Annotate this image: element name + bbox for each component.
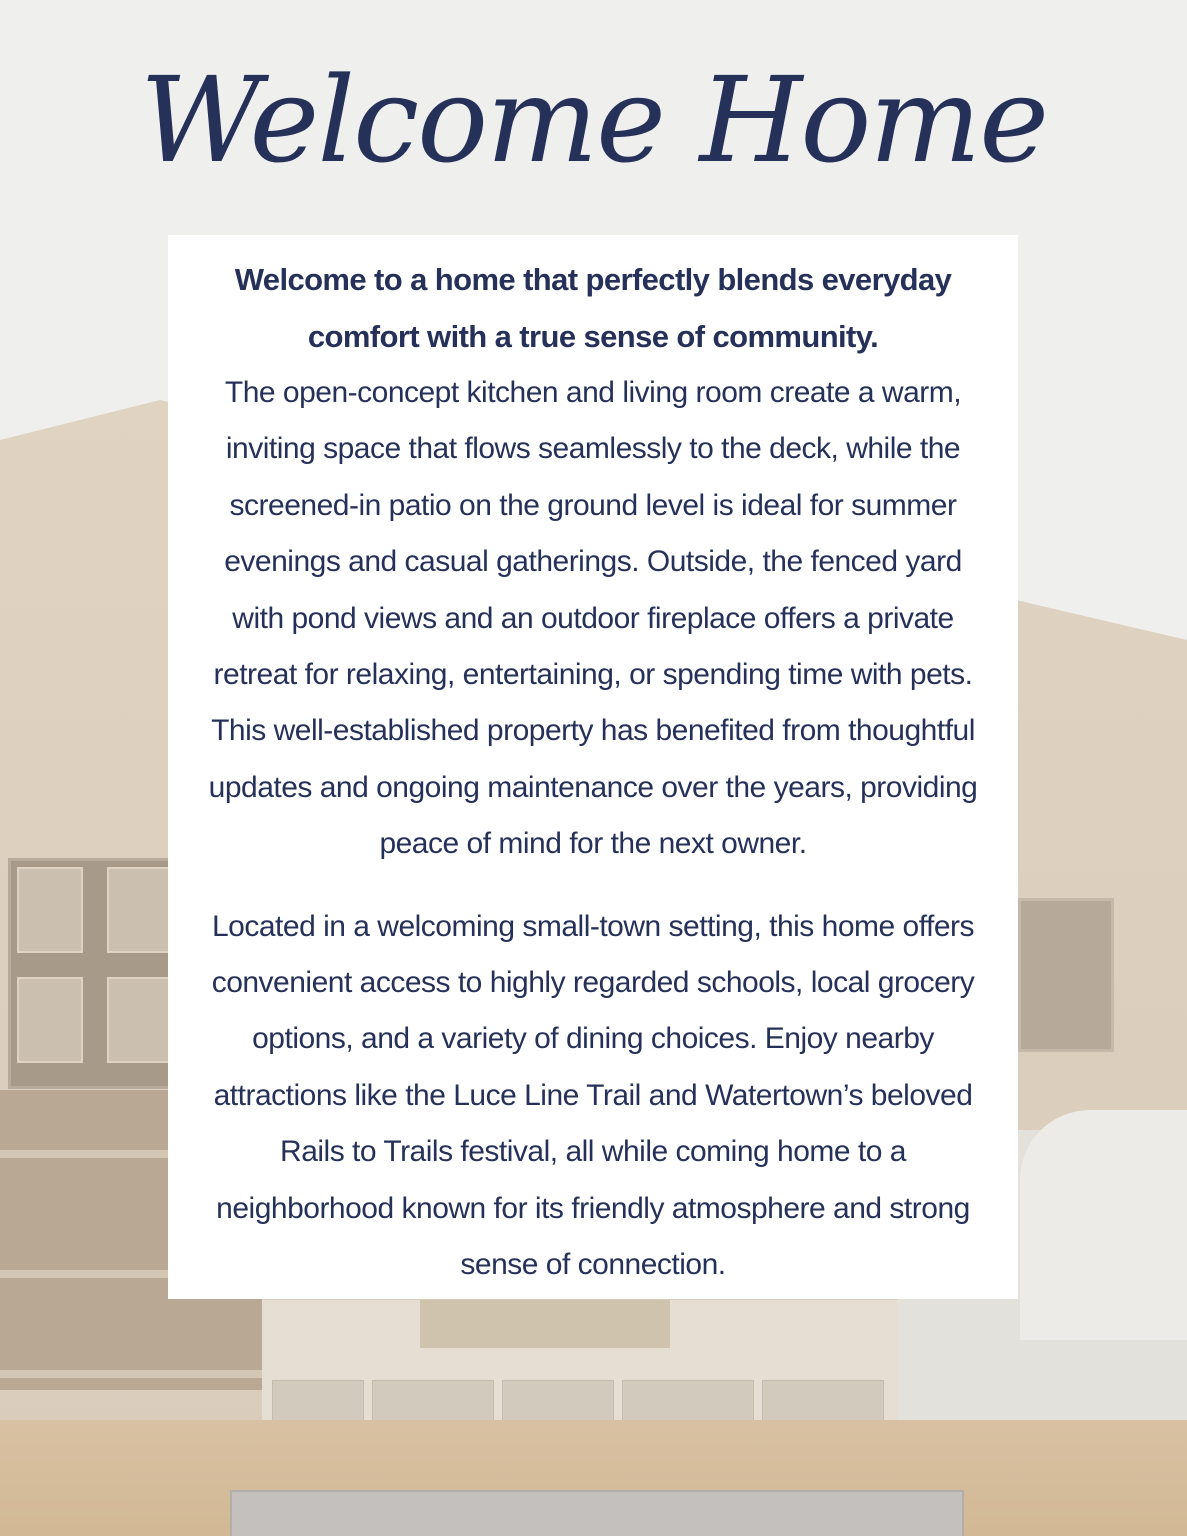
throw-blanket	[1020, 1110, 1187, 1340]
frame-pane	[17, 867, 83, 953]
lead-text: Welcome to a home that perfectly blends everyday comfort with a true sense of community.	[234, 262, 952, 354]
window-photo-frame	[8, 858, 186, 1089]
shelf-board	[0, 1370, 262, 1378]
fireplace-screen	[420, 1300, 670, 1348]
area-rug	[230, 1490, 964, 1536]
wall-art	[1018, 898, 1114, 1052]
frame-pane	[107, 977, 173, 1063]
description-card	[168, 235, 1018, 1299]
description-paragraph: The open-concept kitchen and living room create a warm, inviting space that flows seamlessly to the deck, while the screened-in patio on the ground level is ideal for summer evenings and casual gatherings. Outside, the fenced yard with pond views and an outdoor fireplace offers a private retreat for relaxing, entertaining, or spending time with pets. This well-established property has benefited from thoughtful updates and ongoing maintenance over the years, providing peace of mind for the next owner.	[208, 376, 978, 861]
frame-pane	[107, 867, 173, 953]
location-paragraph: Located in a welcoming small-town setting, this home offers convenient access to highly regarded schools, local grocery options, and a variety of dining choices. Enjoy nearby attractions like the Luce Line Trail and Watertown’s beloved Rails to Trails festival, all while coming home to a neighborhood known for its friendly atmosphere and strong sense of connection.	[211, 909, 975, 1282]
frame-pane	[17, 977, 83, 1063]
page-title: Welcome Home	[139, 51, 1048, 189]
